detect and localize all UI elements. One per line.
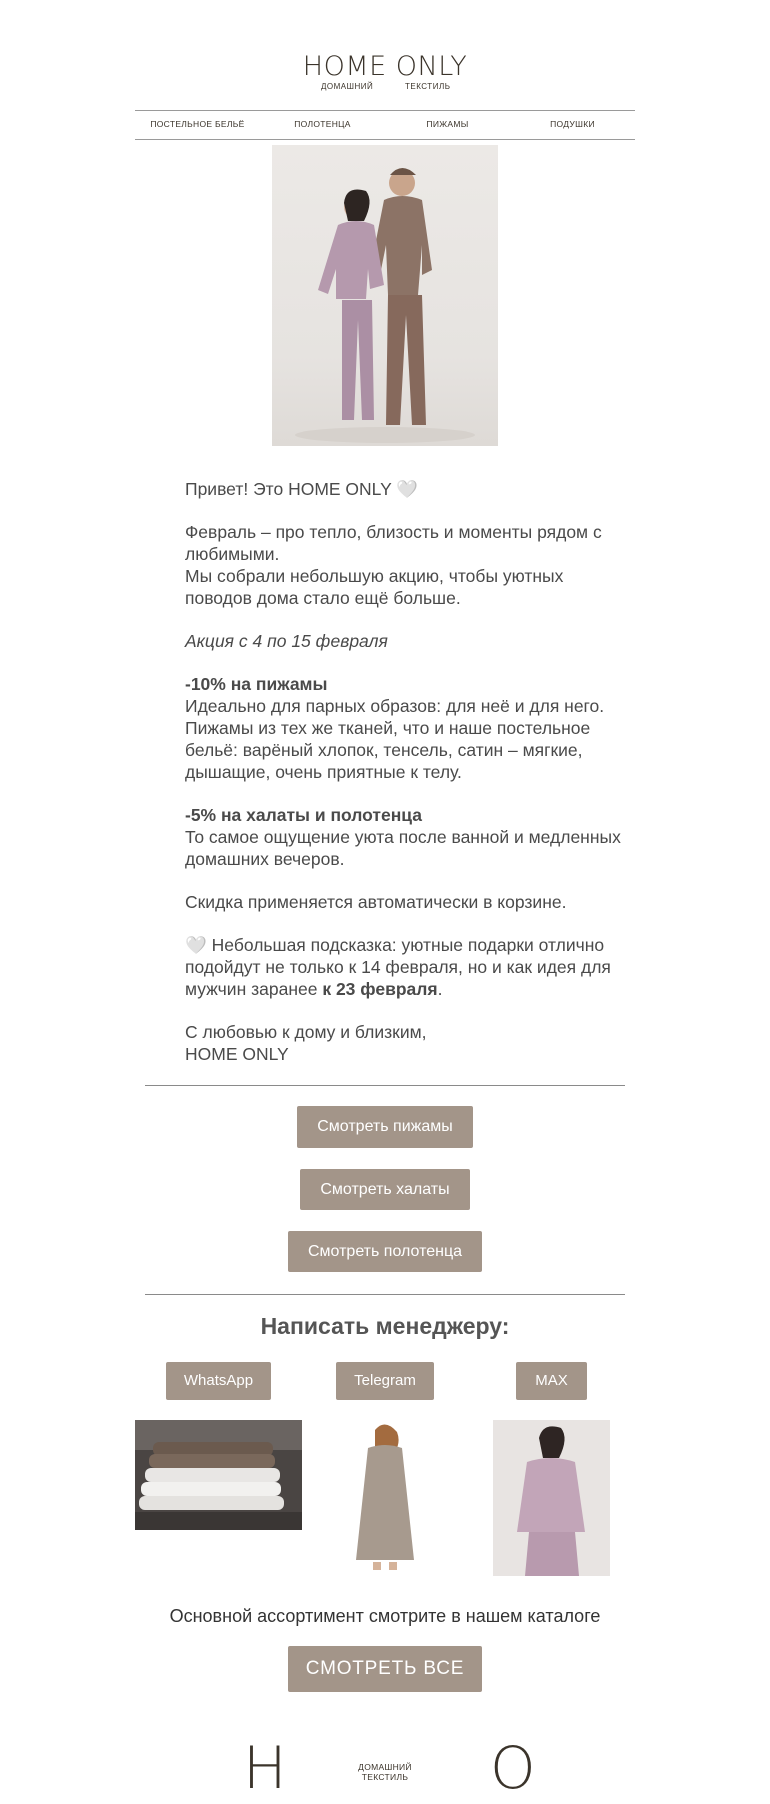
view-robes-button[interactable]: Смотреть халаты — [300, 1169, 470, 1210]
telegram-button[interactable]: Telegram — [336, 1362, 434, 1400]
signoff-line-2: HOME ONLY — [185, 1044, 289, 1064]
auto-discount-note: Скидка применяется автоматически в корзине. — [185, 892, 567, 912]
gift-hint-text: 🤍 Небольшая подсказка: уютные подарки отлично подойдут не только к 14 февраля, но и как идея для мужчин заранее — [185, 935, 611, 999]
logo-sub-right: ТЕКСТИЛЬ — [405, 82, 451, 91]
gift-hint-end: . — [437, 979, 443, 999]
offer-pajamas-text: Идеально для парных образов: для неё и для него. Пижамы из тех же тканей, что и наше постельное бельё: варёный хлопок, тенсель, сатин – мягкие, дышащие, очень приятные к телу. — [185, 696, 605, 782]
towels-illustration — [135, 1420, 302, 1530]
offer-robes-title: -5% на халаты и полотенца — [185, 805, 423, 825]
footer-sub-line-2: ТЕКСТИЛЬ — [361, 1772, 409, 1782]
offer-robes-text: То самое ощущение уюта после ванной и медленных домашних вечеров. — [185, 827, 621, 869]
nav-item-bedding[interactable]: ПОСТЕЛЬНОЕ БЕЛЬЁ — [150, 119, 245, 129]
offer-pajamas-title: -10% на пижамы — [185, 674, 328, 694]
intro-line-2: Мы собрали небольшую акцию, чтобы уютных поводов дома стало ещё больше. — [185, 566, 564, 608]
footer-subtitle — [350, 1762, 420, 1782]
view-towels-button[interactable]: Смотреть полотенца — [288, 1231, 482, 1272]
robe-image[interactable] — [340, 1420, 430, 1573]
gift-hint-date: к 23 февраля — [322, 979, 438, 999]
view-pajamas-button[interactable]: Смотреть пижамы — [297, 1106, 473, 1148]
footer-letter-h: H — [243, 1734, 287, 1802]
towels-image[interactable] — [135, 1420, 302, 1530]
whatsapp-button[interactable]: WhatsApp — [166, 1362, 271, 1400]
brand-logo[interactable] — [0, 51, 770, 91]
signoff-line-1: С любовью к дому и близким, — [185, 1022, 427, 1042]
greeting: Привет! Это HOME ONLY 🤍 — [185, 479, 419, 499]
hero-illustration — [272, 145, 498, 446]
footer-sub-line-1: ДОМАШНИЙ — [358, 1762, 412, 1772]
logo-sub-left: ДОМАШНИЙ — [321, 82, 374, 91]
nav-item-pillows[interactable]: ПОДУШКИ — [550, 119, 595, 129]
nav-item-towels[interactable]: ПОЛОТЕНЦА — [294, 119, 351, 129]
divider — [145, 1085, 625, 1086]
catalog-text: Основной ассортимент смотрите в нашем каталоге — [169, 1606, 601, 1626]
nav-item-pajamas[interactable]: ПИЖАМЫ — [426, 119, 469, 129]
view-all-button[interactable]: СМОТРЕТЬ ВСЕ — [288, 1646, 482, 1692]
intro-line-1: Февраль – про тепло, близость и моменты рядом с любимыми. — [185, 522, 602, 564]
logo-text: HOME ONLY — [302, 51, 468, 82]
divider — [145, 1294, 625, 1295]
footer-letter-o: O — [490, 1734, 536, 1802]
pajama-illustration — [493, 1420, 610, 1576]
gift-hint — [185, 934, 625, 1000]
top-nav — [135, 110, 635, 140]
robe-illustration — [340, 1420, 430, 1573]
message-body — [185, 478, 625, 1065]
hero-image[interactable] — [272, 145, 498, 446]
max-button[interactable]: MAX — [516, 1362, 587, 1400]
contact-manager-title: Написать менеджеру: — [260, 1313, 510, 1339]
pajama-image[interactable] — [493, 1420, 610, 1576]
promo-dates: Акция с 4 по 15 февраля — [185, 631, 388, 651]
